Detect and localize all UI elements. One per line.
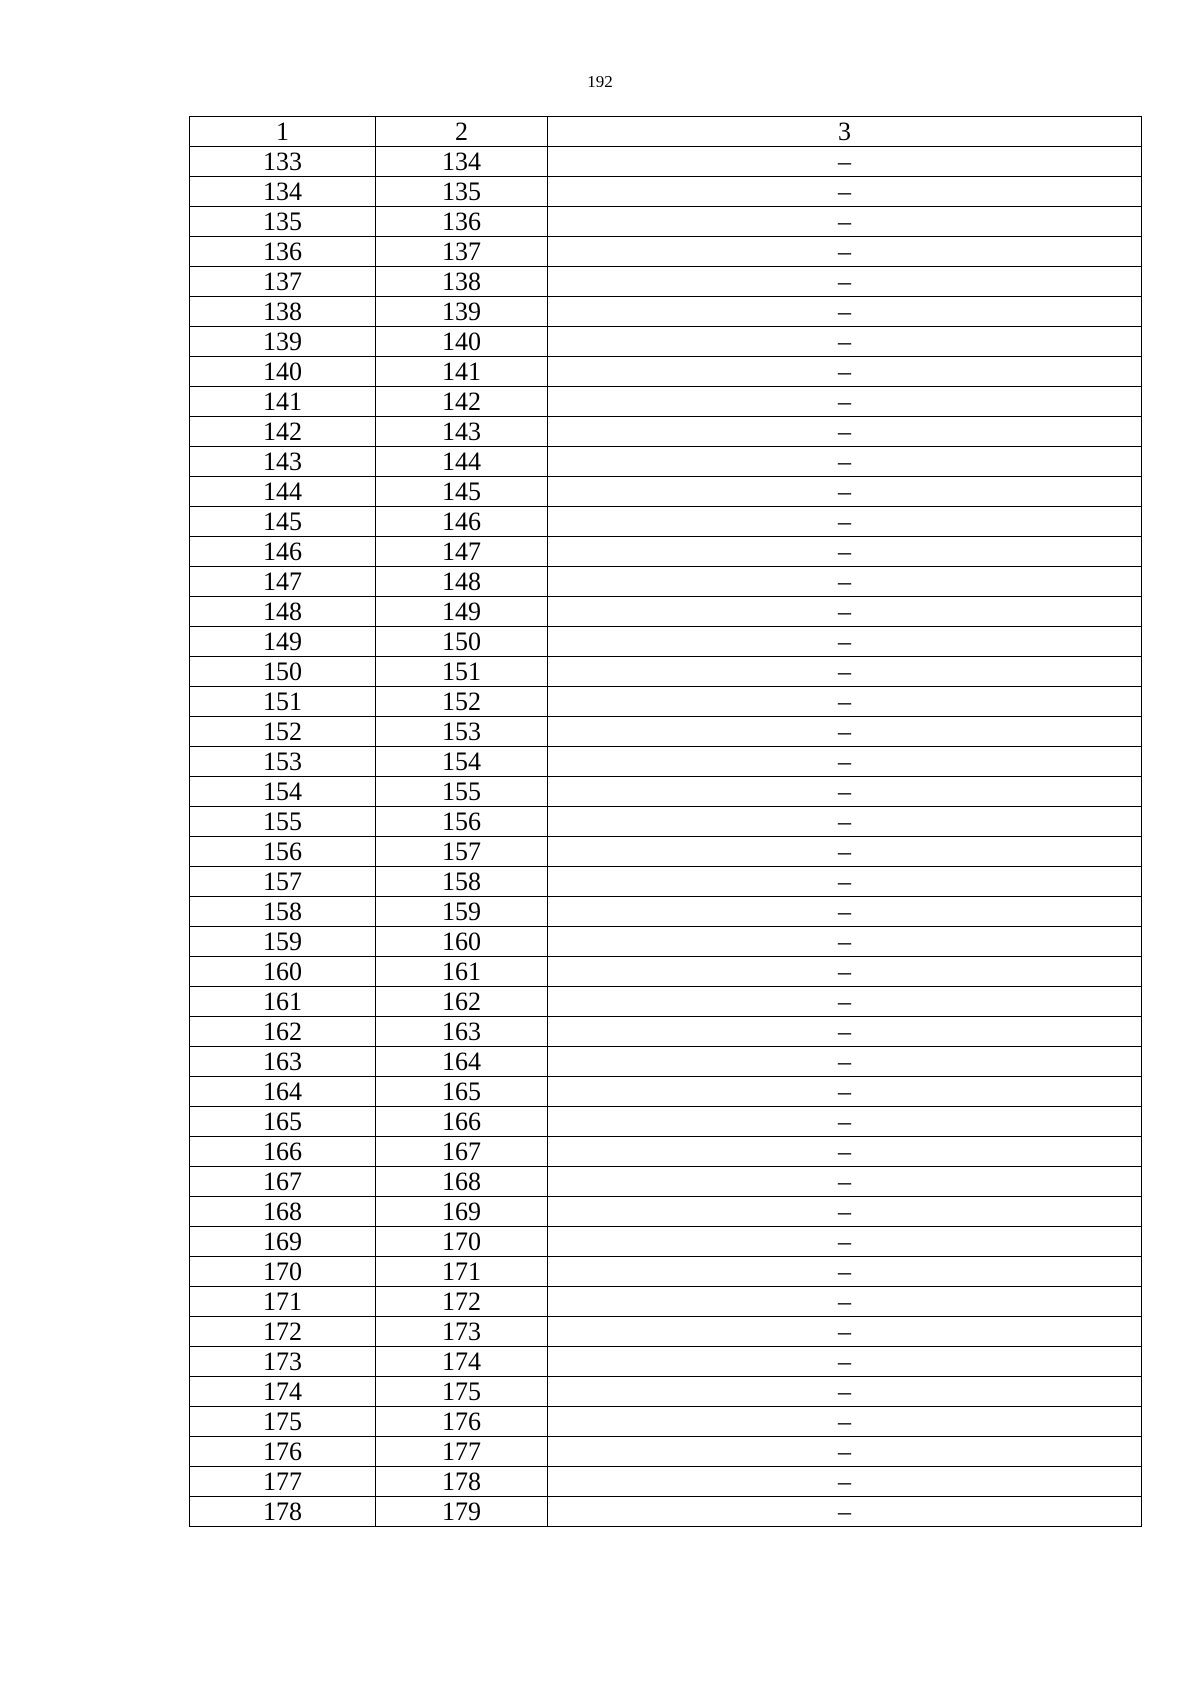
table-cell-col-2: 152 bbox=[376, 687, 548, 717]
table-cell-col-3: – bbox=[548, 687, 1142, 717]
table-cell-col-2: 176 bbox=[376, 1407, 548, 1437]
table-cell-col-3: – bbox=[548, 1497, 1142, 1527]
table-cell-col-3: – bbox=[548, 1077, 1142, 1107]
table-cell-col-2: 172 bbox=[376, 1287, 548, 1317]
table-row bbox=[190, 327, 1142, 357]
table-row bbox=[190, 1137, 1142, 1167]
table-cell-col-3: – bbox=[548, 267, 1142, 297]
table-row bbox=[190, 627, 1142, 657]
table-cell-col-2: 175 bbox=[376, 1377, 548, 1407]
table-row bbox=[190, 177, 1142, 207]
table-cell-col-1: 154 bbox=[190, 777, 376, 807]
table-cell-col-1: 139 bbox=[190, 327, 376, 357]
table-cell-col-1: 166 bbox=[190, 1137, 376, 1167]
table-row bbox=[190, 897, 1142, 927]
table-cell-col-3: – bbox=[548, 927, 1142, 957]
table-cell-col-2: 150 bbox=[376, 627, 548, 657]
table-cell-col-1: 136 bbox=[190, 237, 376, 267]
table-cell-col-2: 155 bbox=[376, 777, 548, 807]
table-cell-col-1: 163 bbox=[190, 1047, 376, 1077]
table-cell-col-1: 158 bbox=[190, 897, 376, 927]
table-cell-col-1: 143 bbox=[190, 447, 376, 477]
table-cell-col-3: – bbox=[548, 1257, 1142, 1287]
table-cell-col-3: – bbox=[548, 777, 1142, 807]
table-cell-col-1: 152 bbox=[190, 717, 376, 747]
table-cell-col-3: – bbox=[548, 657, 1142, 687]
table-cell-col-2: 166 bbox=[376, 1107, 548, 1137]
table-row bbox=[190, 747, 1142, 777]
table-row bbox=[190, 1467, 1142, 1497]
table-cell-col-1: 149 bbox=[190, 627, 376, 657]
table-row bbox=[190, 1407, 1142, 1437]
table-cell-col-2: 153 bbox=[376, 717, 548, 747]
table-cell-col-2: 168 bbox=[376, 1167, 548, 1197]
table-header-row bbox=[190, 117, 1142, 147]
table-cell-col-2: 179 bbox=[376, 1497, 548, 1527]
table-cell-col-3: – bbox=[548, 957, 1142, 987]
table-cell-col-1: 135 bbox=[190, 207, 376, 237]
table-cell-col-2: 134 bbox=[376, 147, 548, 177]
table-row bbox=[190, 717, 1142, 747]
table-row bbox=[190, 1077, 1142, 1107]
table-row bbox=[190, 267, 1142, 297]
table-cell-col-3: – bbox=[548, 237, 1142, 267]
table-cell-col-1: 141 bbox=[190, 387, 376, 417]
table-row bbox=[190, 417, 1142, 447]
table-cell-col-3: – bbox=[548, 837, 1142, 867]
column-header-1: 1 bbox=[190, 117, 376, 147]
table-cell-col-2: 164 bbox=[376, 1047, 548, 1077]
table-row bbox=[190, 657, 1142, 687]
table-cell-col-3: – bbox=[548, 1017, 1142, 1047]
table-cell-col-1: 173 bbox=[190, 1347, 376, 1377]
table-cell-col-3: – bbox=[548, 357, 1142, 387]
table-cell-col-3: – bbox=[548, 387, 1142, 417]
table-cell-col-2: 163 bbox=[376, 1017, 548, 1047]
table-cell-col-3: – bbox=[548, 537, 1142, 567]
table-cell-col-1: 172 bbox=[190, 1317, 376, 1347]
table-cell-col-3: – bbox=[548, 147, 1142, 177]
table-cell-col-1: 146 bbox=[190, 537, 376, 567]
table-row bbox=[190, 687, 1142, 717]
table-body bbox=[190, 117, 1142, 1527]
table-row bbox=[190, 1107, 1142, 1137]
table-cell-col-3: – bbox=[548, 1137, 1142, 1167]
table-cell-col-3: – bbox=[548, 1197, 1142, 1227]
table-cell-col-2: 156 bbox=[376, 807, 548, 837]
table-cell-col-1: 160 bbox=[190, 957, 376, 987]
table-cell-col-2: 143 bbox=[376, 417, 548, 447]
table-cell-col-2: 140 bbox=[376, 327, 548, 357]
table-cell-col-1: 147 bbox=[190, 567, 376, 597]
table-row bbox=[190, 507, 1142, 537]
table-cell-col-1: 140 bbox=[190, 357, 376, 387]
table-row bbox=[190, 1287, 1142, 1317]
table-cell-col-1: 155 bbox=[190, 807, 376, 837]
table-cell-col-1: 137 bbox=[190, 267, 376, 297]
table-cell-col-3: – bbox=[548, 1047, 1142, 1077]
table-cell-col-1: 169 bbox=[190, 1227, 376, 1257]
table-cell-col-3: – bbox=[548, 1317, 1142, 1347]
table-cell-col-2: 144 bbox=[376, 447, 548, 477]
table-row bbox=[190, 777, 1142, 807]
column-header-2: 2 bbox=[376, 117, 548, 147]
table-cell-col-2: 158 bbox=[376, 867, 548, 897]
table-cell-col-3: – bbox=[548, 1167, 1142, 1197]
table-cell-col-3: – bbox=[548, 1107, 1142, 1137]
table-cell-col-2: 135 bbox=[376, 177, 548, 207]
table-row bbox=[190, 207, 1142, 237]
table-row bbox=[190, 567, 1142, 597]
table-cell-col-1: 177 bbox=[190, 1467, 376, 1497]
table-row bbox=[190, 387, 1142, 417]
table-row bbox=[190, 837, 1142, 867]
table-cell-col-1: 175 bbox=[190, 1407, 376, 1437]
table-cell-col-1: 170 bbox=[190, 1257, 376, 1287]
table-row bbox=[190, 1317, 1142, 1347]
table-cell-col-1: 174 bbox=[190, 1377, 376, 1407]
table-cell-col-1: 153 bbox=[190, 747, 376, 777]
table-cell-col-1: 150 bbox=[190, 657, 376, 687]
table-cell-col-3: – bbox=[548, 477, 1142, 507]
table-cell-col-2: 147 bbox=[376, 537, 548, 567]
table-cell-col-2: 160 bbox=[376, 927, 548, 957]
table-row bbox=[190, 987, 1142, 1017]
table-cell-col-2: 138 bbox=[376, 267, 548, 297]
table-cell-col-1: 178 bbox=[190, 1497, 376, 1527]
table-cell-col-1: 142 bbox=[190, 417, 376, 447]
table-cell-col-1: 134 bbox=[190, 177, 376, 207]
data-table bbox=[189, 116, 1142, 1527]
table-cell-col-3: – bbox=[548, 747, 1142, 777]
table-cell-col-1: 161 bbox=[190, 987, 376, 1017]
table-cell-col-3: – bbox=[548, 1467, 1142, 1497]
table-cell-col-1: 151 bbox=[190, 687, 376, 717]
table-cell-col-2: 171 bbox=[376, 1257, 548, 1287]
table-cell-col-1: 162 bbox=[190, 1017, 376, 1047]
table-row bbox=[190, 1017, 1142, 1047]
table-cell-col-2: 149 bbox=[376, 597, 548, 627]
table-cell-col-1: 164 bbox=[190, 1077, 376, 1107]
table-row bbox=[190, 147, 1142, 177]
table-cell-col-3: – bbox=[548, 417, 1142, 447]
table-cell-col-3: – bbox=[548, 327, 1142, 357]
table-cell-col-1: 165 bbox=[190, 1107, 376, 1137]
table-cell-col-2: 178 bbox=[376, 1467, 548, 1497]
table-row bbox=[190, 1227, 1142, 1257]
table-cell-col-1: 167 bbox=[190, 1167, 376, 1197]
table-row bbox=[190, 297, 1142, 327]
table-cell-col-3: – bbox=[548, 627, 1142, 657]
table-row bbox=[190, 237, 1142, 267]
table-cell-col-3: – bbox=[548, 1377, 1142, 1407]
table-row bbox=[190, 807, 1142, 837]
table-cell-col-1: 156 bbox=[190, 837, 376, 867]
table-cell-col-2: 139 bbox=[376, 297, 548, 327]
table-cell-col-2: 141 bbox=[376, 357, 548, 387]
column-header-3: 3 bbox=[548, 117, 1142, 147]
table-cell-col-1: 157 bbox=[190, 867, 376, 897]
table-cell-col-2: 148 bbox=[376, 567, 548, 597]
table-cell-col-3: – bbox=[548, 177, 1142, 207]
table-cell-col-3: – bbox=[548, 597, 1142, 627]
table-cell-col-3: – bbox=[548, 1227, 1142, 1257]
table-cell-col-3: – bbox=[548, 207, 1142, 237]
table-cell-col-1: 148 bbox=[190, 597, 376, 627]
table-row bbox=[190, 1197, 1142, 1227]
table-row bbox=[190, 1497, 1142, 1527]
page-number: 192 bbox=[587, 72, 613, 91]
table-cell-col-1: 168 bbox=[190, 1197, 376, 1227]
table-row bbox=[190, 1437, 1142, 1467]
table-cell-col-1: 144 bbox=[190, 477, 376, 507]
table-cell-col-2: 174 bbox=[376, 1347, 548, 1377]
table-row bbox=[190, 1167, 1142, 1197]
table-row bbox=[190, 477, 1142, 507]
table-cell-col-3: – bbox=[548, 717, 1142, 747]
table-cell-col-2: 169 bbox=[376, 1197, 548, 1227]
table-cell-col-2: 173 bbox=[376, 1317, 548, 1347]
table-cell-col-3: – bbox=[548, 987, 1142, 1017]
table-row bbox=[190, 1047, 1142, 1077]
table-cell-col-3: – bbox=[548, 567, 1142, 597]
table-cell-col-2: 165 bbox=[376, 1077, 548, 1107]
table-cell-col-2: 151 bbox=[376, 657, 548, 687]
table-cell-col-2: 154 bbox=[376, 747, 548, 777]
table-cell-col-3: – bbox=[548, 1437, 1142, 1467]
table-cell-col-2: 137 bbox=[376, 237, 548, 267]
table-row bbox=[190, 1257, 1142, 1287]
table-row bbox=[190, 1377, 1142, 1407]
table-cell-col-3: – bbox=[548, 1287, 1142, 1317]
table-cell-col-3: – bbox=[548, 807, 1142, 837]
table-row bbox=[190, 1347, 1142, 1377]
table-cell-col-3: – bbox=[548, 897, 1142, 927]
table-row bbox=[190, 447, 1142, 477]
table-cell-col-2: 167 bbox=[376, 1137, 548, 1167]
table-row bbox=[190, 537, 1142, 567]
table-cell-col-3: – bbox=[548, 447, 1142, 477]
table-row bbox=[190, 927, 1142, 957]
table-cell-col-1: 176 bbox=[190, 1437, 376, 1467]
table-cell-col-3: – bbox=[548, 1407, 1142, 1437]
table-row bbox=[190, 597, 1142, 627]
table-cell-col-2: 161 bbox=[376, 957, 548, 987]
table-row bbox=[190, 867, 1142, 897]
table-cell-col-2: 136 bbox=[376, 207, 548, 237]
table-cell-col-1: 159 bbox=[190, 927, 376, 957]
table-cell-col-1: 171 bbox=[190, 1287, 376, 1317]
table-cell-col-2: 146 bbox=[376, 507, 548, 537]
table-cell-col-1: 138 bbox=[190, 297, 376, 327]
table-row bbox=[190, 957, 1142, 987]
table-cell-col-1: 133 bbox=[190, 147, 376, 177]
table-cell-col-2: 145 bbox=[376, 477, 548, 507]
table-cell-col-2: 142 bbox=[376, 387, 548, 417]
table-cell-col-1: 145 bbox=[190, 507, 376, 537]
table-cell-col-3: – bbox=[548, 507, 1142, 537]
table-cell-col-2: 162 bbox=[376, 987, 548, 1017]
table-cell-col-2: 157 bbox=[376, 837, 548, 867]
table-cell-col-2: 170 bbox=[376, 1227, 548, 1257]
table-row bbox=[190, 357, 1142, 387]
table-cell-col-3: – bbox=[548, 1347, 1142, 1377]
table-cell-col-2: 159 bbox=[376, 897, 548, 927]
table-cell-col-3: – bbox=[548, 867, 1142, 897]
table-cell-col-2: 177 bbox=[376, 1437, 548, 1467]
table-cell-col-3: – bbox=[548, 297, 1142, 327]
